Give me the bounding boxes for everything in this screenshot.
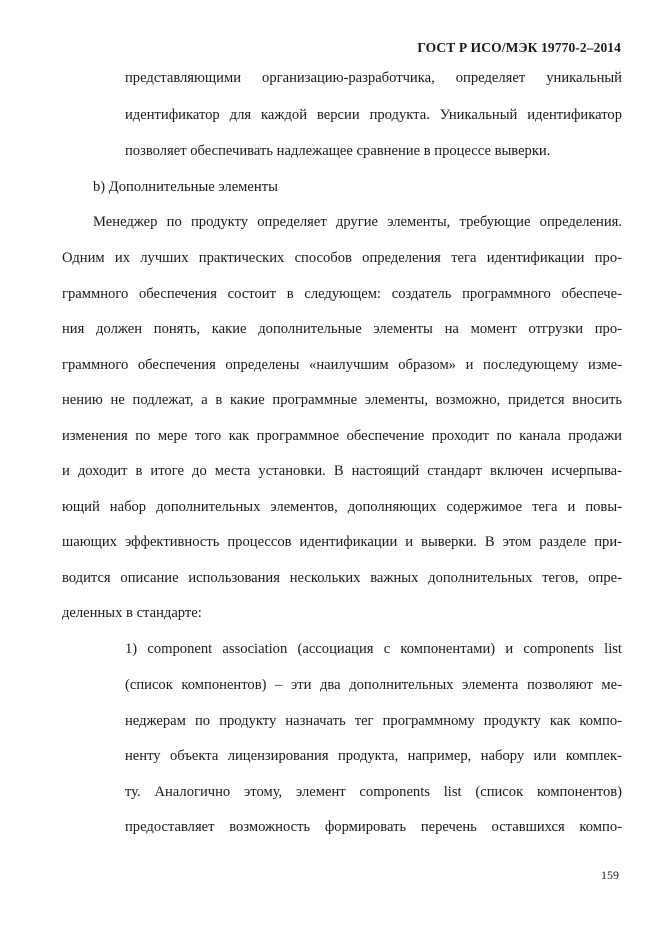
list-item-line: 1) component association (ассоциация с компонентами) и components list [125,641,622,657]
list-item-line: предоставляет возможность формировать перечень оставшихся компо- [125,819,622,835]
text-line: и доходит в итоге до места установки. В настоящий стандарт включен исчерпыва- [62,463,622,479]
list-item-line: ту. Аналогично этому, элемент components list (список компонентов) [125,784,622,800]
text-line: Менеджер по продукту определяет другие элементы, требующие определения. [93,214,622,230]
text-line: шающих эффективность процессов идентификации и выверки. В этом разделе при- [62,534,622,550]
list-item-line: неджерам по продукту назначать тег программному продукту как компо- [125,713,622,729]
text-line: ния должен понять, какие дополнительные элементы на момент отгрузки про- [62,321,622,337]
page-number: 159 [601,868,619,882]
subsection-heading: b) Дополнительные элементы [93,179,278,195]
list-item-line: (список компонентов) – эти два дополнительных элемента позволяют ме- [125,677,622,693]
text-line: позволяет обеспечивать надлежащее сравнение в процессе выверки. [125,143,551,159]
text-line: идентификатор для каждой версии продукта. Уникальный идентификатор [125,107,622,123]
text-line: деленных в стандарте: [62,605,202,621]
document-header: ГОСТ Р ИСО/МЭК 19770-2–2014 [417,40,621,55]
text-line: водится описание использования нескольких важных дополнительных тегов, опре- [62,570,622,586]
text-line: Одним их лучших практических способов определения тега идентификации про- [62,250,622,266]
list-item-line: ненту объекта лицензирования продукта, например, набору или комплек- [125,748,622,764]
text-line: ющий набор дополнительных элементов, дополняющих содержимое тега и повы- [62,499,622,515]
text-line: представляющими организацию-разработчика, определяет уникальный [125,70,622,86]
text-line: граммного обеспечения состоит в следующем: создатель программного обеспече- [62,286,622,302]
text-line: нению не подлежат, а в какие программные элементы, возможно, придется вносить [62,392,622,408]
text-line: изменения по мере того как программное обеспечение проходит по канала продажи [62,428,622,444]
text-line: граммного обеспечения определены «наилучшим образом» и последующему изме- [62,357,622,373]
